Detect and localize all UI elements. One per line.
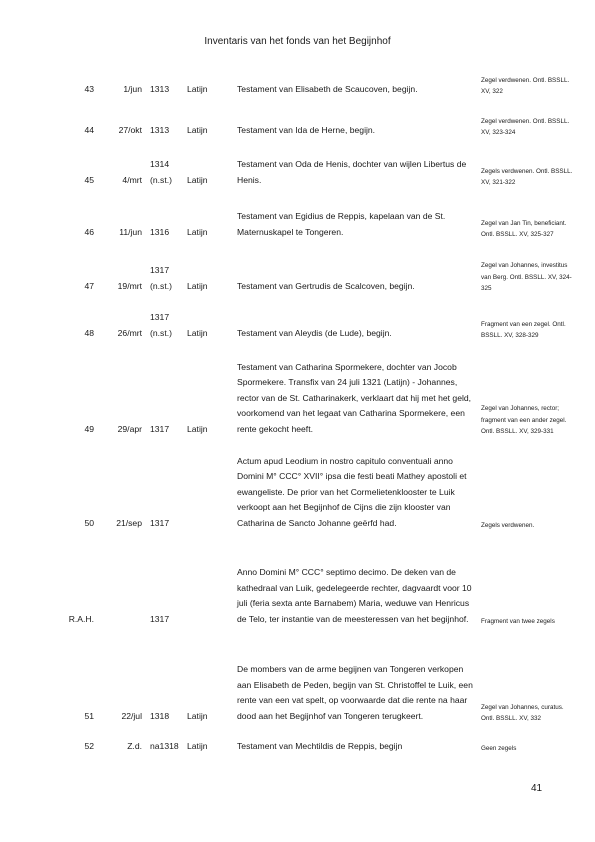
document-year: 1317 — [150, 423, 170, 434]
document-description: Testament van Elisabeth de Scaucoven, begijn. — [237, 83, 418, 94]
inventory-number: 48 — [84, 327, 94, 338]
document-description: Testament van Catharina Spormekere, dochter van Jocob Spormekere. Transfix van 24 juli 1321 (Latijn) - Johannes, rector van de St. Catharinakerk, verklaart dat hij met het geld, voorkomend van het legaat van Catharina Spormekere, een rente gekocht heeft. — [237, 361, 472, 434]
document-language: Latijn — [187, 280, 208, 291]
document-year: 1317 — [150, 517, 170, 528]
document-description: Anno Domini M° CCC° septimo decimo. De deken van de kathedraal van Luik, gedelegeerde rechter, dagvaardt voor 10 juli (feria sexta ante Barnabem) Maria, weduwe van Henricus de Telo, ter instantie van de meesteressen van het begijnhof. — [237, 567, 472, 624]
document-date: 19/mrt — [117, 280, 142, 291]
seal-note: Fragment van een zegel. Ontl. BSSLL. XV, 328-329 — [481, 320, 566, 339]
document-year: 1316 — [150, 226, 170, 237]
document-date: 21/sep — [116, 517, 142, 528]
document-date: 11/jun — [119, 226, 142, 237]
document-description: Testament van Ida de Herne, begijn. — [237, 124, 376, 135]
seal-note: Zegels verdwenen. Ontl. BSSLL. XV, 321-322 — [481, 167, 573, 186]
inventory-number: 51 — [84, 710, 94, 721]
inventory-number: 45 — [84, 174, 94, 185]
document-language: Latijn — [187, 327, 208, 338]
seal-note: Zegel van Johannes, curatus. Ontl. BSSLL. XV, 332 — [481, 703, 564, 722]
document-description: Testament van Egidius de Reppis, kapelaan van de St. Maternuskapel te Tongeren. — [237, 211, 446, 237]
inventory-number: R.A.H. — [68, 613, 94, 624]
page-header-title: Inventaris van het fonds van het Begijnhof — [204, 36, 391, 47]
document-language: Latijn — [187, 710, 208, 721]
document-year: 1313 — [150, 83, 170, 94]
document-language: Latijn — [187, 226, 208, 237]
seal-note: Zegels verdwenen. — [481, 521, 535, 529]
page-number: 41 — [531, 783, 543, 794]
document-date: 1/jun — [123, 83, 142, 94]
inventory-number: 44 — [84, 124, 94, 135]
seal-note: Geen zegels — [481, 744, 517, 752]
seal-note: Zegel van Johannes, rector; fragment van een ander zegel. Ontl. BSSLL. XV, 329-331 — [481, 405, 567, 435]
seal-note: Zegel verdwenen. Ontl. BSSLL. XV, 322 — [481, 76, 570, 95]
inventory-number: 50 — [84, 517, 94, 528]
document-year: 1317 (n.st.) — [150, 265, 172, 291]
document-year: 1314 (n.st.) — [150, 159, 172, 185]
document-date: 4/mrt — [122, 174, 142, 185]
document-description: Testament van Aleydis (de Lude), begijn. — [237, 327, 392, 338]
document-year: 1318 — [150, 710, 170, 721]
document-language: Latijn — [187, 83, 208, 94]
document-date: 27/okt — [118, 124, 142, 135]
seal-note: Fragment van twee zegels — [481, 617, 555, 625]
document-description: Testament van Oda de Henis, dochter van wijlen Libertus de Henis. — [237, 159, 467, 185]
document-description: Testament van Gertrudis de Scalcoven, begijn. — [237, 280, 415, 291]
seal-note: Zegel van Jan Tin, beneficiant. Ontl. BSSLL. XV, 325-327 — [481, 219, 567, 238]
document-language: Latijn — [187, 423, 208, 434]
document-description: De mombers van de arme begijnen van Tongeren verkopen aan Elisabeth de Peden, begijn van St. Christoffel te Luik, een rente van een vat spelt, op voorwaarde dat die rente na haar dood aan het Begijnhof van Tongeren terugkeert. — [237, 664, 473, 721]
document-date: 22/jul — [121, 710, 142, 721]
document-date: Z.d. — [127, 740, 142, 751]
document-language: Latijn — [187, 124, 208, 135]
document-year: 1317 (n.st.) — [150, 312, 172, 338]
inventory-number: 46 — [84, 226, 94, 237]
document-description: Actum apud Leodium in nostro capitulo conventuali anno Domini M° CCC° XVII° ipsa die festi beati Mathey apostoli et ewangeliste. De prior van het Cormelietenklooster te Luik verkoopt aan het Begijnhof de Cijns die zijn klooster van Catharina de Sancto Johanne geërfd had. — [237, 455, 467, 528]
document-language: Latijn — [187, 174, 208, 185]
inventory-number: 47 — [84, 280, 94, 291]
document-year: 1317 — [150, 613, 170, 624]
document-description: Testament van Mechtildis de Reppis, begijn — [237, 740, 403, 751]
inventory-number: 49 — [84, 423, 94, 434]
document-date: 29/apr — [117, 423, 142, 434]
inventory-number: 43 — [84, 83, 94, 94]
document-year: 1313 — [150, 124, 170, 135]
document-date: 26/mrt — [117, 327, 142, 338]
seal-note: Zegel verdwenen. Ontl. BSSLL. XV, 323-324 — [481, 117, 570, 136]
document-language: Latijn — [187, 740, 208, 751]
document-year: na1318 — [150, 740, 179, 751]
seal-note: Zegel van Johannes, investitus van Berg. Ontl. BSSLL. XV, 324-325 — [481, 262, 572, 292]
inventory-number: 52 — [84, 740, 94, 751]
